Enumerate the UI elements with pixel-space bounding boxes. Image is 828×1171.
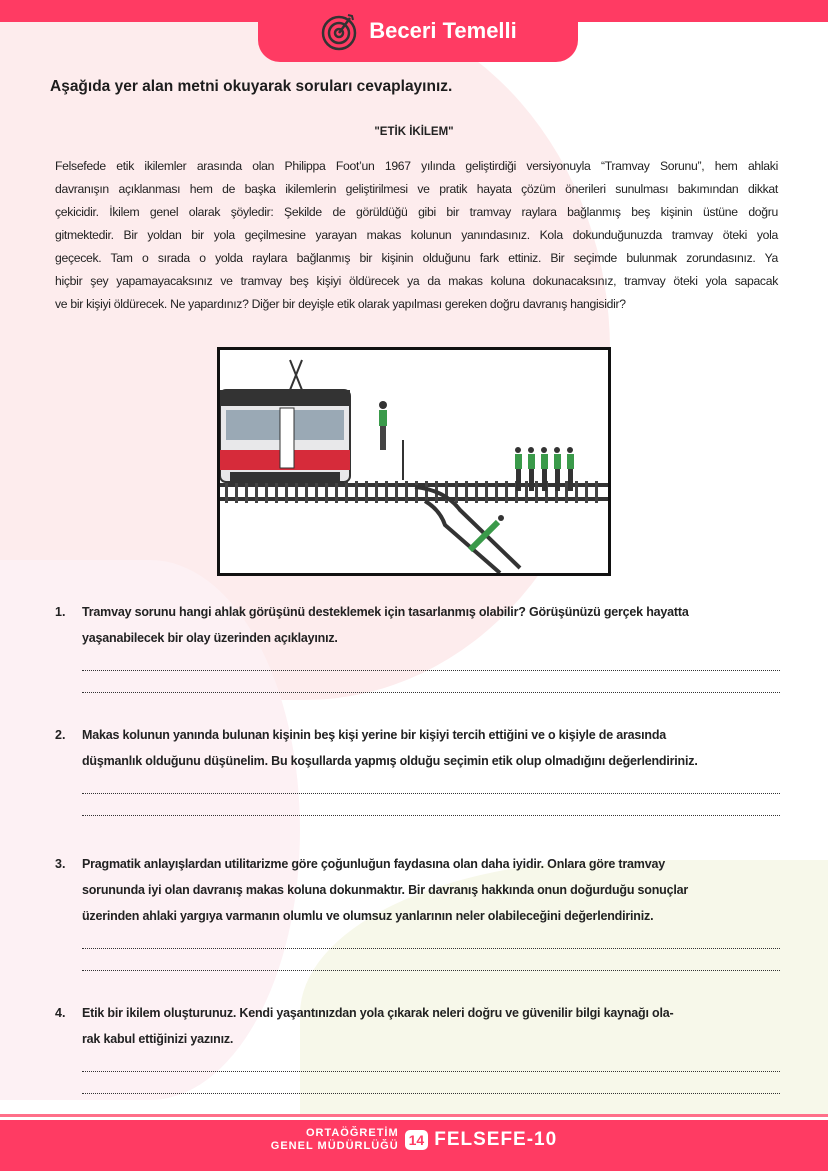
answer-line[interactable] (82, 1050, 780, 1072)
answer-line[interactable] (82, 927, 780, 949)
question-3 (55, 857, 780, 971)
bystander-person (379, 401, 387, 450)
subject-label: FELSEFE-10 (434, 1129, 558, 1150)
publisher-line: GENEL MÜDÜRLÜĞÜ (270, 1140, 399, 1152)
question-text: Makas kolunun yanında bulunan kişinin beş kişi yerine bir kişiyi tercih ettiğini ve o kişiyle de arasında (82, 728, 667, 742)
passage-line: geçecek. Tam o sırada o yolda raylara bağlanmış bir kişinin olduğunu fark ettiniz. Bir seçimde bulunmak zorundasınız. Ya (55, 251, 778, 265)
question-4 (55, 1006, 780, 1094)
answer-line[interactable] (82, 671, 780, 693)
page-number: 14 (405, 1130, 429, 1150)
tram (220, 360, 350, 482)
question-text: yaşanabilecek bir olay üzerinden açıklayınız. (82, 631, 338, 645)
answer-line[interactable] (82, 1072, 780, 1094)
question-text: üzerinden ahlaki yargıya varmanın olumlu ve olumsuz yanlarının neler olabileceğini değerlendiriniz. (82, 909, 654, 923)
main-track (220, 481, 608, 503)
answer-line[interactable] (82, 794, 780, 816)
question-number: 1. (55, 605, 66, 619)
footer (0, 1127, 828, 1153)
question-text: düşmanlık olduğunu düşünelim. Bu koşullarda yapmış olduğu seçimin etik olup olmadığını değerlendiriniz. (82, 754, 698, 768)
one-person (470, 515, 504, 550)
target-icon (319, 11, 359, 51)
question-number: 3. (55, 857, 66, 871)
question-2 (55, 728, 780, 816)
instruction: Aşağıda yer alan metni okuyarak soruları cevaplayınız. (50, 78, 453, 95)
question-number: 4. (55, 1006, 66, 1020)
question-number: 2. (55, 728, 66, 742)
answer-line[interactable] (82, 772, 780, 794)
question-text: Etik bir ikilem oluşturunuz. Kendi yaşantınızdan yola çıkarak neleri doğru ve güvenilir bilgi kaynağı ola- (82, 1006, 674, 1020)
question-text: rak kabul ettiğinizi yazınız. (82, 1032, 234, 1046)
answer-line[interactable] (82, 649, 780, 671)
passage-line: Felsefede etik ikilemler arasında olan Philippa Foot’un 1967 yılında geliştirdiği versiyonuyla “Tramvay Sorunu”, hem ahlaki (55, 159, 778, 173)
answer-line[interactable] (82, 949, 780, 971)
badge-label: Beceri Temelli (369, 18, 517, 43)
text-title: "ETİK İKİLEM" (374, 126, 454, 138)
passage (55, 155, 778, 316)
question-text: sorununda iyi olan davranış makas koluna dokunmaktır. Bir davranış hakkında onun doğurduğu sonuçlar (82, 883, 689, 897)
passage-line: gitmektedir. Bir yoldan bir yola geçilmesine yarayan makas kolunun yanındasınız. Kola dokunduğunuzda tramvay öteki yola (55, 228, 778, 242)
publisher (271, 1127, 399, 1153)
publisher-line: ORTAÖĞRETİM (305, 1127, 399, 1139)
passage-line: davranışın açıklanması hem de başka ikilemlerin geliştirilmesi ve pratik hayata çözüm önerileri sunulması bakımından dikkat (55, 182, 778, 196)
trolley-illustration (217, 347, 611, 576)
header-badge (258, 0, 578, 62)
passage-line: hiçbir şey yapamayacaksınız ve tramvay beş kişiyi öldürecek ya da makas koluna dokunacaksınız, tramvay öteki yola sapacak (55, 274, 778, 288)
question-text: Tramvay sorunu hangi ahlak görüşünü desteklemek için tasarlanmış olabilir? Görüşünüzü gerçek hayatta (82, 605, 689, 619)
passage-line: ve bir kişiyi öldürecek. Ne yapardınız? Diğer bir deyişle etik olarak yapılması gereken doğru davranış hangisidir? (55, 297, 626, 311)
question-1 (55, 605, 780, 693)
question-text: Pragmatik anlayışlardan utilitarizme göre çoğunluğun faydasına olan daha iyidir. Onlara göre tramvay (82, 857, 665, 871)
passage-line: çekicidir. İkilem genel olarak şöyledir: Şekilde de görüldüğü gibi bir tramvay raylara bağlanmış beş kişinin üstüne doğru (55, 205, 778, 219)
